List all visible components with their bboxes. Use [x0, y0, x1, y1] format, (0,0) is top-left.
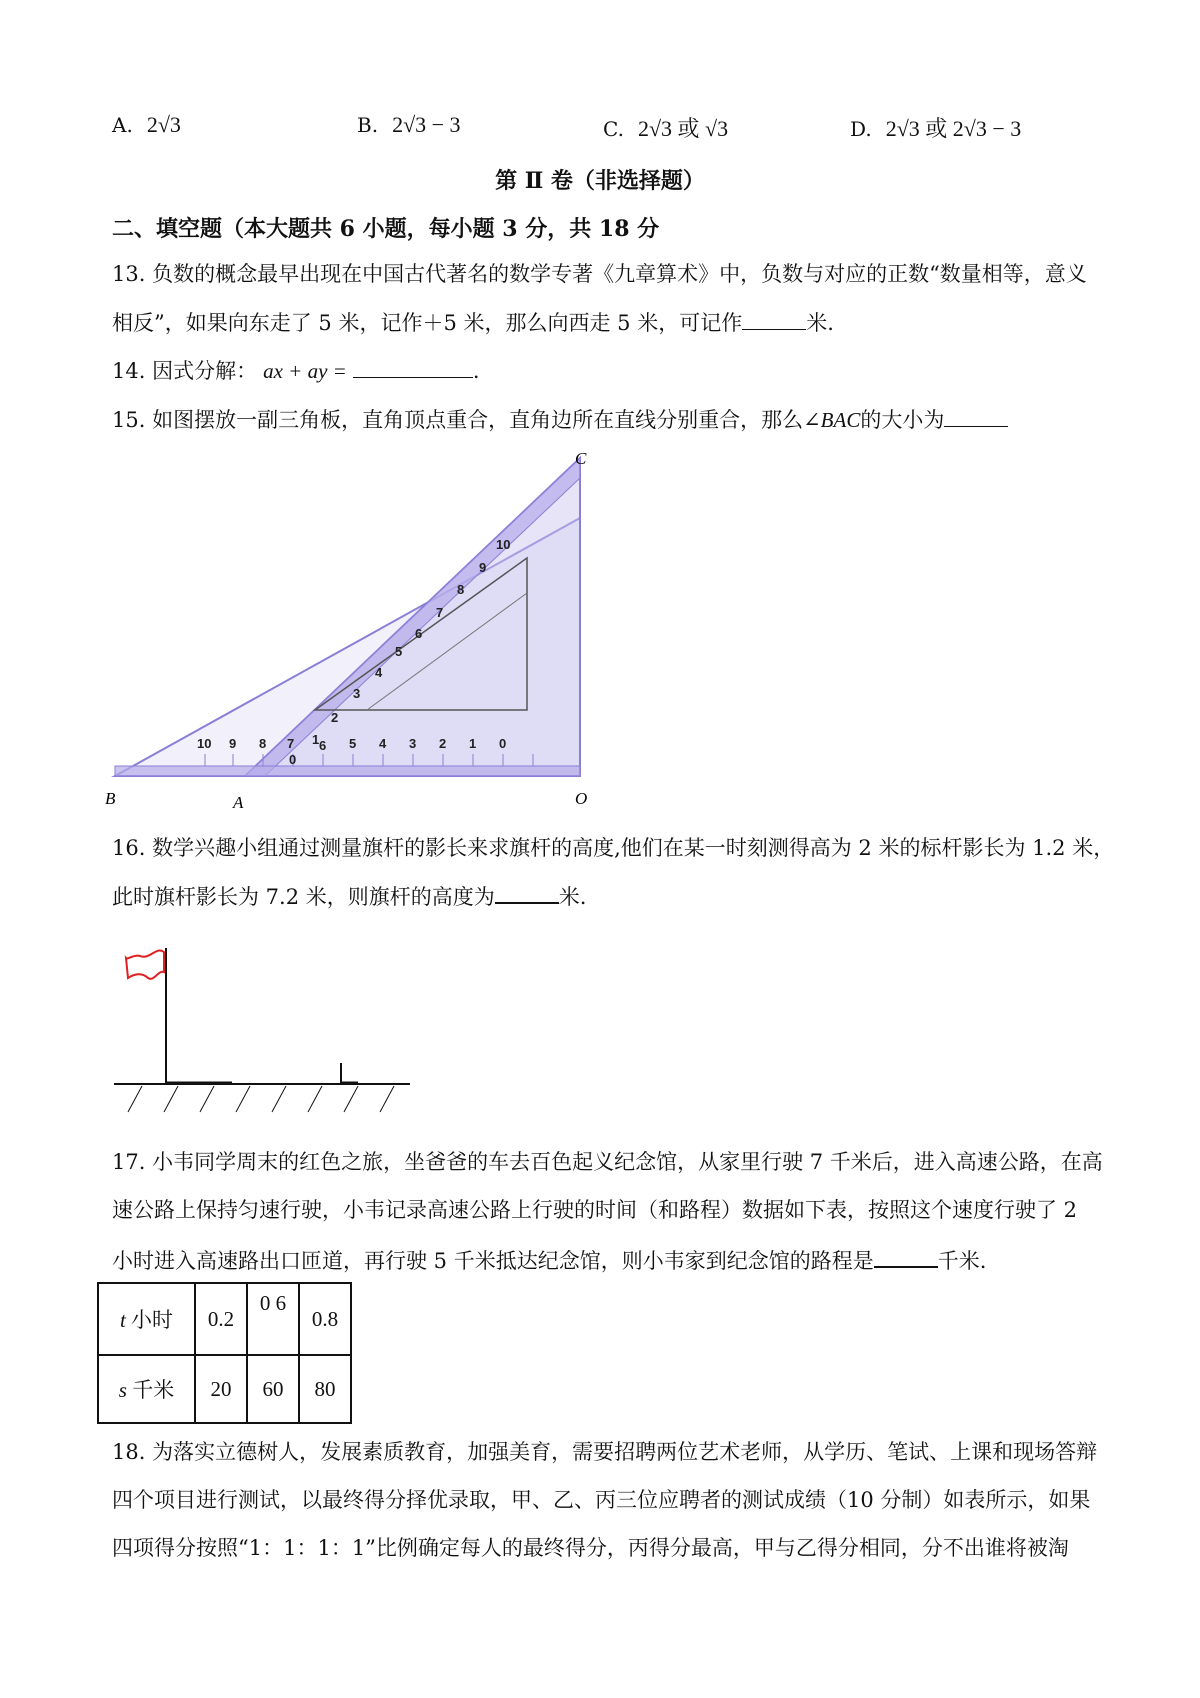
q17-line1: 17. 小韦同学周末的红色之旅，坐爸爸的车去百色起义纪念馆，从家里行驶 7 千米后，进入高速公路，在高: [112, 1150, 1103, 1174]
tick-label: 9: [479, 560, 487, 575]
section-title: 二、填空题（本大题共 6 小题，每小题 3 分，共 18 分: [112, 216, 660, 242]
tick-label: 8: [259, 736, 267, 751]
q16-answer-blank[interactable]: [495, 880, 559, 904]
option-label: A.: [112, 113, 133, 137]
option-expr: 2√3 或 √3: [637, 116, 729, 141]
table-row: [98, 1355, 351, 1423]
tick-label: 0: [499, 736, 507, 751]
q14-text: 14. 因式分解：: [112, 359, 258, 383]
q13-answer-blank[interactable]: [742, 307, 806, 330]
q16-line2: [112, 880, 586, 912]
q13-unit: 米.: [806, 311, 834, 335]
q17-line3: [112, 1244, 986, 1276]
tick-label: 4: [375, 665, 383, 680]
var-name: s: [118, 1378, 127, 1402]
q17-answer-blank[interactable]: [874, 1244, 938, 1268]
label-A: A: [233, 793, 244, 808]
q18-line2: 四个项目进行测试，以最终得分择优录取，甲、乙、丙三位应聘者的测试成绩（10 分制）如表所示，如果: [112, 1488, 1091, 1512]
q16-line1: 16. 数学兴趣小组通过测量旗杆的影长来求旗杆的高度,他们在某一时刻测得高为 2 米的标杆影长为 1.2 米，: [112, 836, 1115, 860]
q14-suffix: .: [472, 359, 480, 383]
table-cell: 0.8: [299, 1283, 351, 1355]
tick-label: 2: [331, 710, 339, 725]
q15-answer-blank[interactable]: [944, 404, 1008, 427]
table-header-cell: [98, 1355, 195, 1423]
flag: [126, 950, 164, 978]
tick-label: 9: [229, 736, 237, 751]
flagpole-figure: [112, 938, 412, 1118]
option-expr: 2√3 或 2√3 − 3: [885, 116, 1022, 141]
q15-suffix: 的大小为: [860, 408, 945, 432]
tick-label: 2: [439, 736, 447, 751]
table-cell: 0.2: [195, 1283, 247, 1355]
table-cell: 80: [299, 1355, 351, 1423]
table-cell: 60: [247, 1355, 299, 1423]
q15-angle: BAC: [820, 408, 861, 432]
set-square-figure: [105, 448, 605, 808]
option-label: C.: [603, 117, 624, 141]
q14-expr: ax + ay =: [263, 359, 347, 383]
var-unit: 千米: [132, 1378, 175, 1402]
tick-label: 0: [289, 752, 297, 767]
table-row: [98, 1283, 351, 1355]
option-expr: 2√3: [146, 112, 181, 137]
tick-label: 7: [287, 736, 295, 751]
option-expr: 2√3 − 3: [392, 112, 461, 137]
var-name: t: [119, 1308, 126, 1332]
table-cell: 20: [195, 1355, 247, 1423]
tick-label: 10: [197, 736, 212, 751]
label-O: O: [575, 789, 588, 808]
q18-line3: 四项得分按照“1：1：1：1”比例确定每人的最终得分，丙得分最高，甲与乙得分相同，分不出谁将被淘: [112, 1536, 1069, 1560]
q18-line1: 18. 为落实立德树人，发展素质教育，加强美育，需要招聘两位艺术老师，从学历、笔试、上课和现场答辩: [112, 1440, 1098, 1464]
tick-label: 10: [496, 537, 511, 552]
time-distance-table: [97, 1282, 352, 1424]
q13-line2: [112, 307, 834, 338]
tick-label: 3: [353, 686, 361, 701]
q13-line1: 13. 负数的概念最早出现在中国古代著名的数学专著《九章算术》中，负数与对应的正数“数量相等，意义: [112, 262, 1087, 286]
q17-text: 小时进入高速路出口匝道，再行驶 5 千米抵达纪念馆，则小韦家到纪念馆的路程是: [112, 1249, 874, 1273]
tick-label: 5: [349, 736, 357, 751]
tick-label: 8: [457, 582, 465, 597]
label-C: C: [575, 449, 587, 468]
base-ruler-band: [115, 766, 580, 776]
option-d: [850, 112, 1021, 143]
option-c: [603, 112, 728, 143]
cell-text: 0 6: [259, 1290, 287, 1315]
table-cell: [247, 1283, 299, 1355]
tick-label: 5: [395, 644, 403, 659]
option-b: [357, 112, 461, 138]
q13-text: 相反”，如果向东走了 5 米，记作＋5 米，那么向西走 5 米，可记作: [112, 311, 743, 335]
option-a: [112, 112, 181, 138]
q15-line: [112, 404, 1008, 435]
label-B: B: [105, 789, 116, 808]
tick-label: 3: [409, 736, 417, 751]
part-title: 第 Ⅱ 卷（非选择题）: [495, 168, 705, 194]
q14-answer-blank[interactable]: [353, 355, 473, 378]
q15-text: 15. 如图摆放一副三角板，直角顶点重合，直角边所在直线分别重合，那么∠: [112, 408, 821, 432]
q14-line: [112, 355, 480, 386]
q16-text: 此时旗杆影长为 7.2 米，则旗杆的高度为: [112, 885, 495, 909]
tick-label: 1: [312, 732, 320, 747]
tick-label: 7: [436, 605, 444, 620]
option-label: D.: [850, 117, 872, 141]
tick-label: 6: [319, 738, 327, 753]
tick-label: 4: [379, 736, 387, 751]
q16-unit: 米.: [558, 885, 587, 909]
var-unit: 小时: [131, 1308, 174, 1332]
q17-line2: 速公路上保持匀速行驶，小韦记录高速公路上行驶的时间（和路程）数据如下表，按照这个速度行驶了 2: [112, 1198, 1078, 1222]
tick-label: 6: [415, 626, 423, 641]
tick-label: 1: [469, 736, 477, 751]
table-header-cell: [98, 1283, 195, 1355]
q17-unit: 千米.: [937, 1249, 987, 1273]
option-label: B.: [357, 113, 379, 137]
